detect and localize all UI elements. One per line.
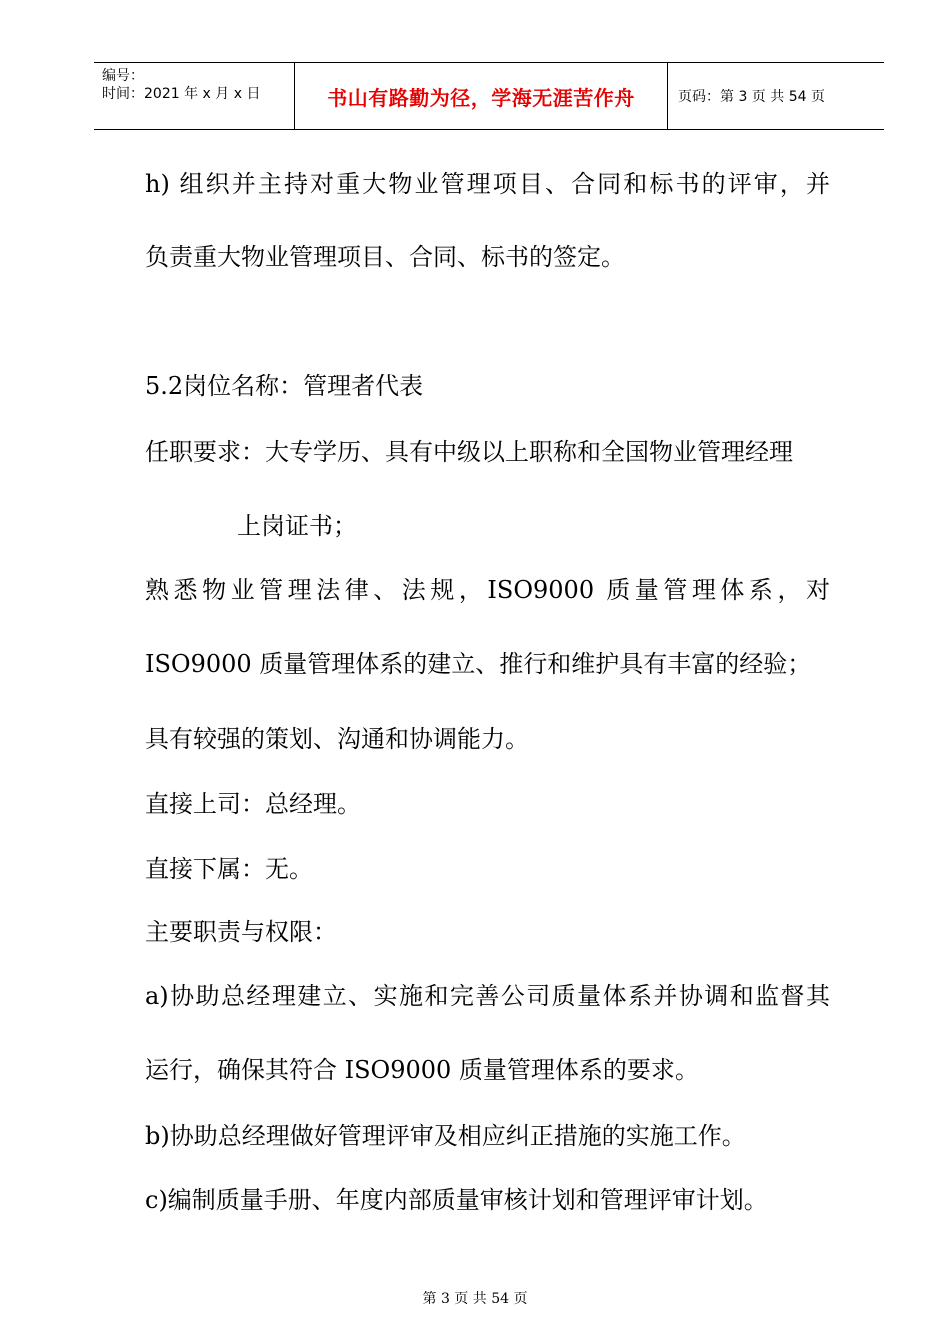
requirements-line-3: 熟悉物业管理法律、法规，ISO9000 质量管理体系，对 <box>145 576 830 604</box>
direct-subordinate-value: 无。 <box>265 855 313 883</box>
direct-subordinate-label: 直接下属： <box>145 855 265 883</box>
duty-a-line-2: 运行，确保其符合 ISO9000 质量管理体系的要求。 <box>145 1056 699 1084</box>
post-name-value: 管理者代表 <box>303 372 424 400</box>
requirements-label: 任职要求： <box>145 438 265 466</box>
duty-c: c)编制质量手册、年度内部质量审核计划和管理评审计划。 <box>145 1186 768 1214</box>
header-meta <box>94 63 295 129</box>
requirements-line-4: ISO9000 质量管理体系的建立、推行和维护具有丰富的经验； <box>145 650 812 678</box>
header-page-number: 页码：第 3 页 共 54 页 <box>678 89 825 105</box>
item-h-line-2: 负责重大物业管理项目、合同、标书的签定。 <box>145 243 625 271</box>
duty-b: b)协助总经理做好管理评审及相应纠正措施的实施工作。 <box>145 1122 746 1150</box>
requirements-line-5: 具有较强的策划、沟通和协调能力。 <box>145 725 529 753</box>
page-header <box>94 62 884 130</box>
header-motto: 书山有路勤为径，学海无涯苦作舟 <box>295 63 668 129</box>
section-number: 5.2 <box>145 372 184 400</box>
requirements-line-1 <box>145 436 793 468</box>
direct-subordinate <box>145 853 313 885</box>
duties-heading: 主要职责与权限： <box>145 918 337 946</box>
requirements-line-2: 上岗证书； <box>237 512 357 540</box>
document-number-label: 编号： <box>102 68 144 84</box>
direct-superior-label: 直接上司： <box>145 790 265 818</box>
document-time-label: 时间：2021 年 x 月 x 日 <box>102 86 261 102</box>
requirements-text: 大专学历、具有中级以上职称和全国物业管理经理 <box>265 438 793 466</box>
direct-superior-value: 总经理。 <box>265 790 361 818</box>
item-h-line-1: h) 组织并主持对重大物业管理项目、合同和标书的评审，并 <box>145 170 830 198</box>
post-name-label: 岗位名称： <box>183 372 304 400</box>
section-heading <box>145 370 423 402</box>
duty-a-line-1: a)协助总经理建立、实施和完善公司质量体系并协调和监督其 <box>145 982 830 1010</box>
direct-superior <box>145 788 361 820</box>
page-footer: 第 3 页 共 54 页 <box>422 1291 528 1307</box>
